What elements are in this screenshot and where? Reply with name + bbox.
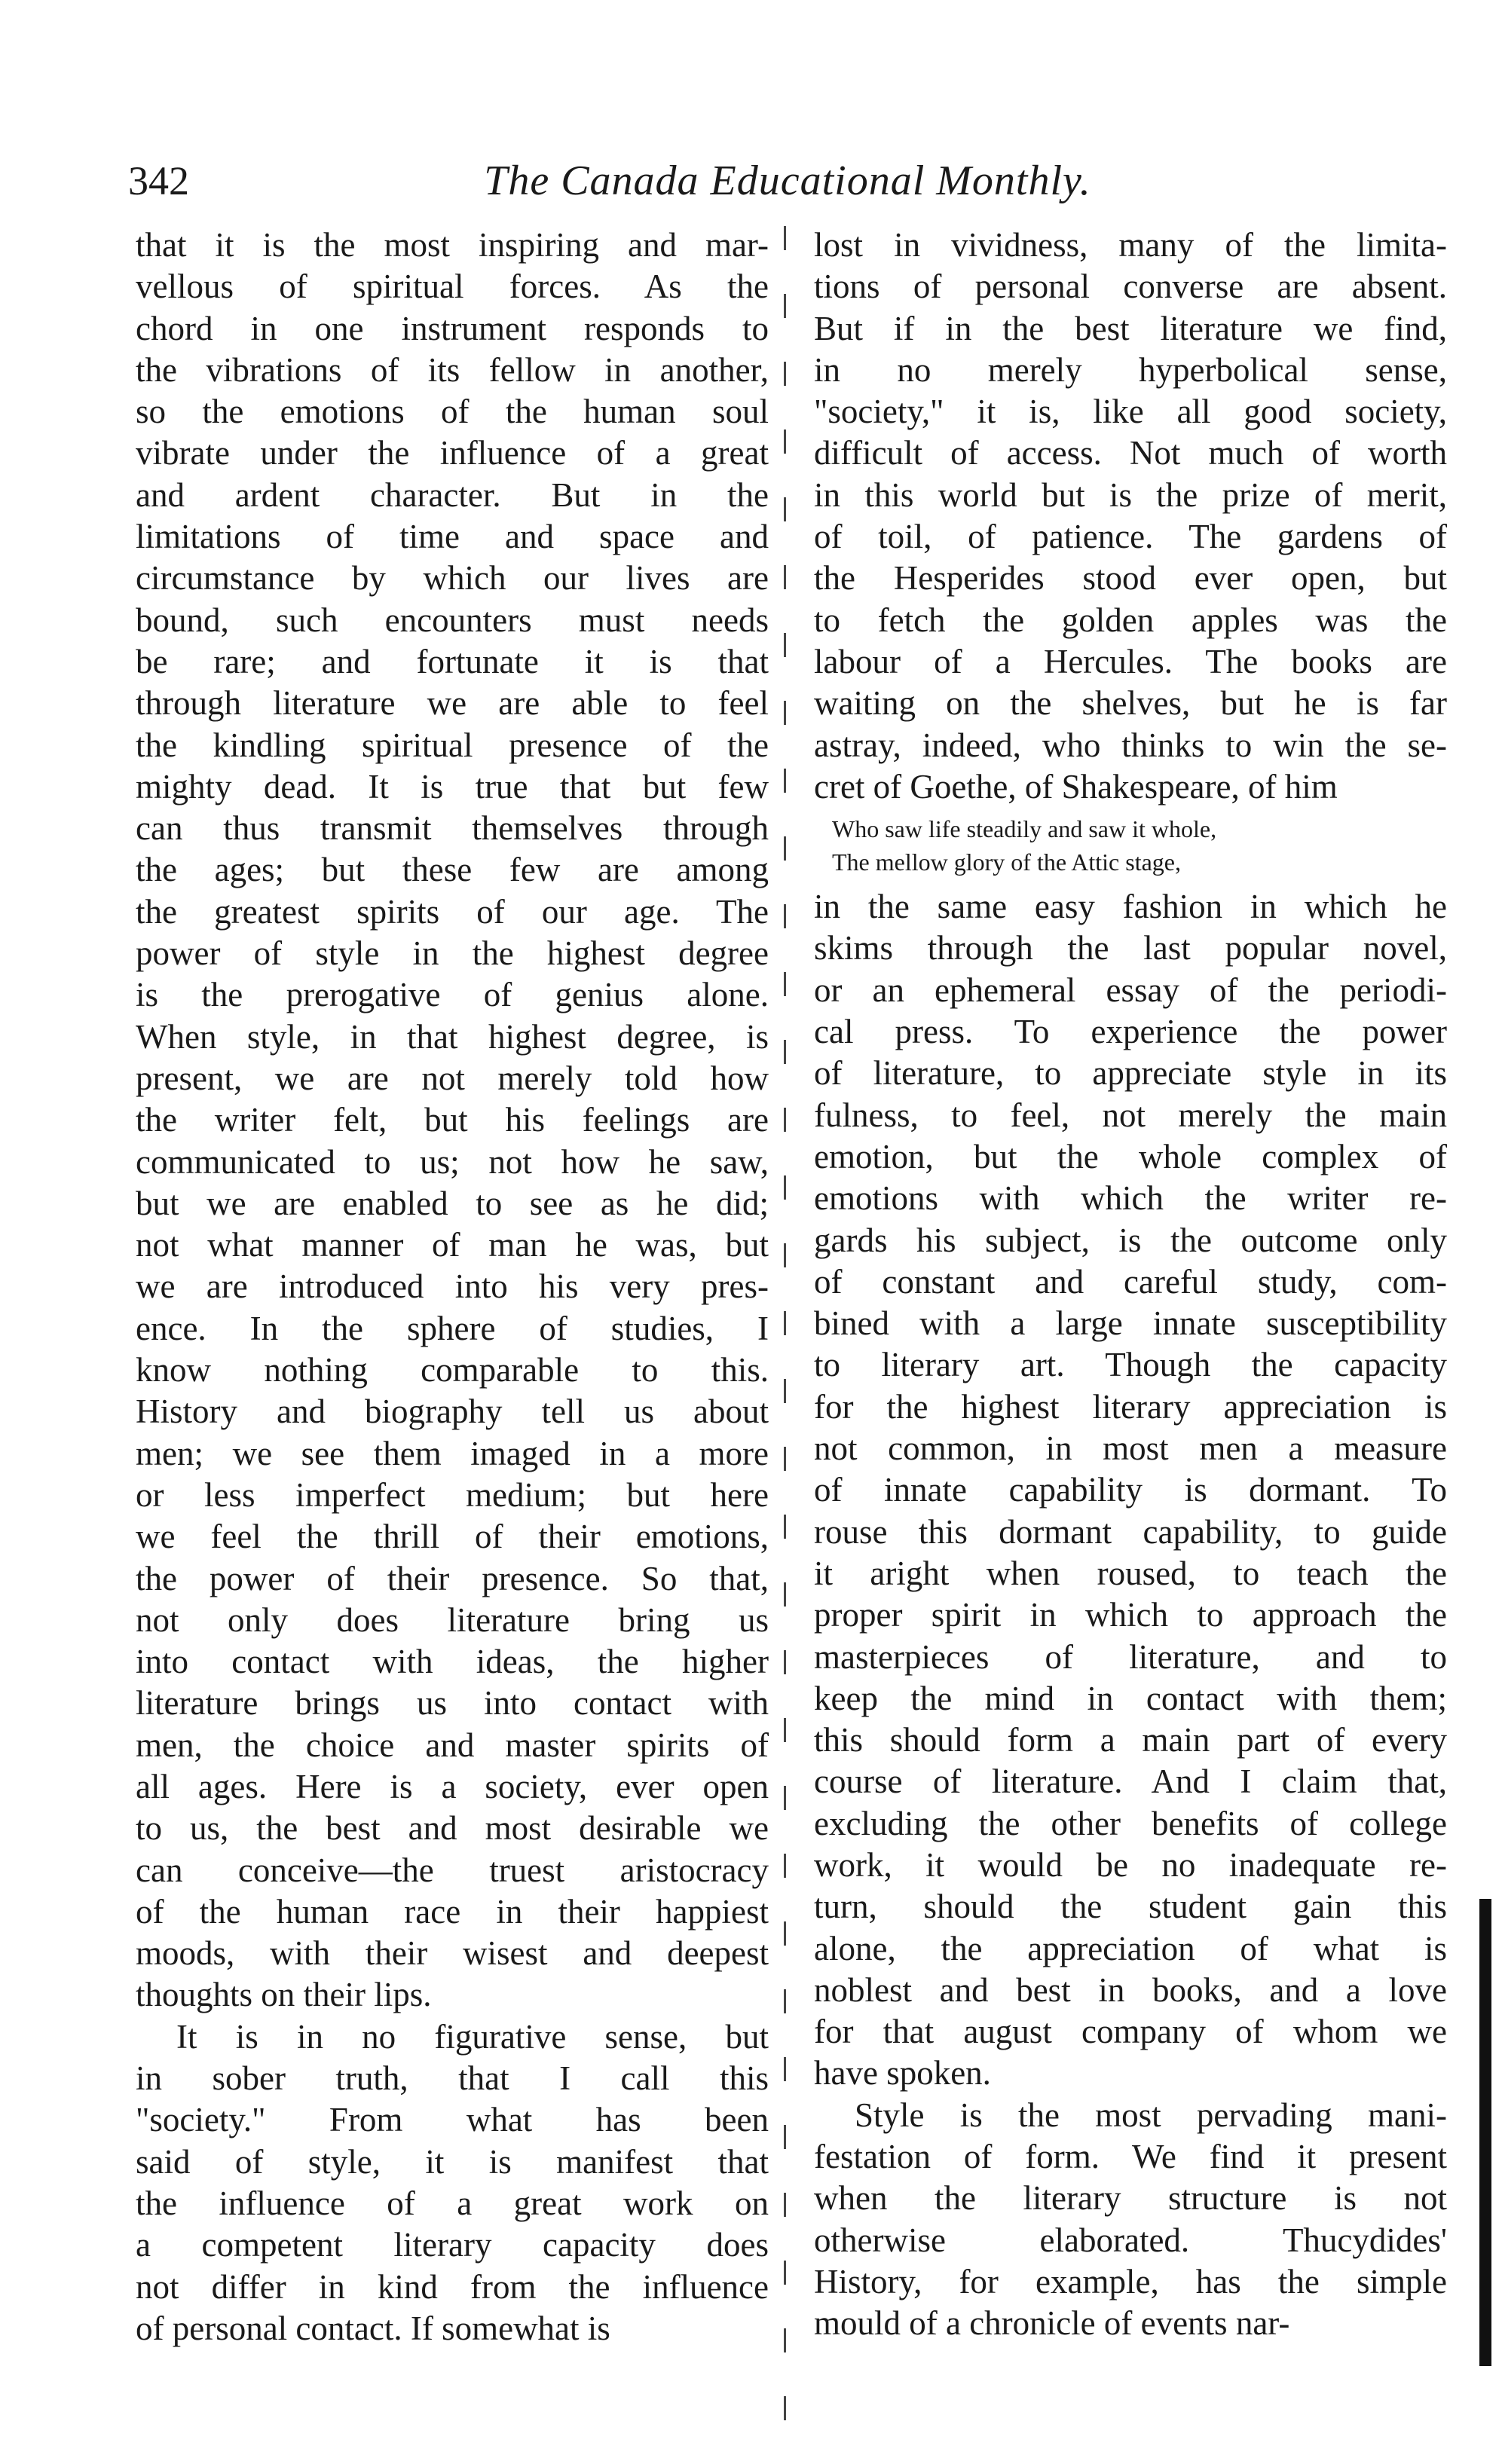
text-line: not what manner of man he was, but [136,1226,769,1264]
text-line: waiting on the shelves, but he is far [814,684,1447,723]
text-line: the kindling spiritual presence of the [136,726,769,764]
text-line: have spoken. [814,2054,991,2093]
text-line: men; we see them imaged in a more [136,1434,769,1472]
text-line: course of literature. And I claim that, [814,1762,1447,1801]
text-line: gards his subject, is the outcome only [814,1221,1447,1259]
text-line: the power of their presence. So that, [136,1559,769,1597]
text-line: circumstance by which our lives are [136,559,769,598]
text-line: It is in no figurative sense, but [176,2017,769,2056]
text-line: is the prerogative of genius alone. [136,976,769,1014]
text-line: in no merely hyperbolical sense, [814,350,1447,389]
text-line: when the literary structure is not [814,2179,1447,2218]
page-number: 342 [128,158,189,203]
paragraph [136,225,769,2016]
text-line: astray, indeed, who thinks to win the se- [814,726,1447,764]
text-line: "society." From what has been [136,2101,769,2139]
text-line: fulness, to feel, not merely the main [814,1096,1447,1134]
text-line: into contact with ideas, the higher [136,1643,769,1681]
paragraph [814,225,1447,808]
text-line: bined with a large innate susceptibility [814,1304,1447,1343]
text-line: the writer felt, but his feelings are [136,1101,769,1139]
paragraph [814,886,1447,2095]
text-line: not differ in kind from the influence [136,2267,769,2306]
text-line: difficult of access. Not much of worth [814,434,1447,472]
text-line: in the same easy fashion in which he [814,888,1447,926]
text-line: But if in the best literature we find, [814,309,1447,347]
text-line: not common, in most men a measure [814,1429,1447,1468]
text-line: moods, with their wisest and deepest [136,1934,769,1973]
text-line: communicated to us; not how he saw, [136,1142,769,1181]
text-line: the vibrations of its fellow in another, [136,350,769,389]
text-line: a competent literary capacity does [136,2226,769,2264]
text-line: know nothing comparable to this. [136,1351,769,1389]
verse-line: The mellow glory of the Attic stage, [832,848,1181,876]
text-line: present, we are not merely told how [136,1059,769,1097]
text-line: of the human race in their happiest [136,1892,769,1931]
text-line: alone, the appreciation of what is [814,1929,1447,1967]
text-line: that it is the most inspiring and mar- [136,226,769,264]
text-line: said of style, it is manifest that [136,2142,769,2181]
text-line: literature brings us into contact with [136,1684,769,1723]
text-line: be rare; and fortunate it is that [136,642,769,680]
text-line: and ardent character. But in the [136,475,769,514]
verse-quotation [814,812,1447,879]
text-line: of literature, to appreciate style in its [814,1054,1447,1093]
text-line: not only does literature bring us [136,1600,769,1639]
text-line: all ages. Here is a society, ever open [136,1767,769,1805]
text-line: so the emotions of the human soul [136,393,769,431]
text-line: it aright when roused, to teach the [814,1554,1447,1592]
text-line: mighty dead. It is true that but few [136,767,769,806]
text-line: labour of a Hercules. The books are [814,642,1447,680]
text-line: this should form a main part of every [814,1721,1447,1759]
paragraph [814,2095,1447,2345]
text-line: skims through the last popular novel, [814,929,1447,968]
text-line: or an ephemeral essay of the periodi- [814,971,1447,1009]
text-line: through literature we are able to feel [136,684,769,723]
text-line: the influence of a great work on [136,2184,769,2222]
text-line: for that august company of whom we [814,2013,1447,2051]
text-line: for the highest literary appreciation is [814,1387,1447,1426]
running-head [128,154,1447,207]
page-edge-mark [1479,1899,1491,2366]
text-line: tions of personal converse are absent. [814,267,1447,306]
text-line: work, it would be no inadequate re- [814,1845,1447,1884]
text-line: cret of Goethe, of Shakespeare, of him [814,767,1338,806]
text-line: History and biography tell us about [136,1392,769,1431]
text-line: festation of form. We find it present [814,2138,1447,2176]
text-line: we are introduced into his very pres- [136,1267,769,1306]
text-line: emotion, but the whole complex of [814,1137,1447,1175]
text-line: cal press. To experience the power [814,1013,1447,1051]
text-line: noblest and best in books, and a love [814,1970,1447,2009]
left-column [136,225,769,2349]
text-line: of innate capability is dormant. To [814,1471,1447,1509]
text-line: bound, such encounters must needs [136,601,769,639]
text-line: men, the choice and master spirits of [136,1726,769,1764]
text-line: but we are enabled to see as he did; [136,1184,769,1222]
text-line: lost in vividness, many of the limita- [814,226,1447,264]
text-line: History, for example, has the simple [814,2262,1447,2300]
text-line: vellous of spiritual forces. As the [136,267,769,306]
text-line: can conceive—the truest aristocracy [136,1851,769,1889]
text-line: the greatest spirits of our age. The [136,892,769,931]
text-line: can thus transmit themselves through [136,809,769,848]
text-line: rouse this dormant capability, to guide [814,1512,1447,1551]
right-column [814,225,1447,2345]
text-line: thoughts on their lips. [136,1976,432,2014]
verse-line: Who saw life steadily and saw it whole, [832,815,1217,843]
text-line: keep the mind in contact with them; [814,1679,1447,1717]
text-line: in sober truth, that I call this [136,2059,769,2098]
text-line: the ages; but these few are among [136,851,769,889]
text-line: of toil, of patience. The gardens of [814,518,1447,556]
text-line: of personal contact. If somewhat is [136,2309,610,2347]
text-line: in this world but is the prize of merit, [814,475,1447,514]
text-line: the Hesperides stood ever open, but [814,559,1447,598]
text-line: chord in one instrument responds to [136,309,769,347]
text-line: or less imperfect medium; but here [136,1475,769,1514]
text-line: turn, should the student gain this [814,1888,1447,1926]
text-line: we feel the thrill of their emotions, [136,1518,769,1556]
text-line: "society," it is, like all good society, [814,393,1447,431]
text-line: mould of a chronicle of events nar- [814,2304,1290,2343]
text-line: excluding the other benefits of college [814,1804,1447,1842]
journal-title: The Canada Educational Monthly. [484,157,1091,204]
text-line: otherwise elaborated. Thucydides' [814,2221,1447,2259]
text-line: When style, in that highest degree, is [136,1017,769,1056]
text-line: Style is the most pervading mani- [855,2096,1447,2134]
text-line: ence. In the sphere of studies, I [136,1309,769,1347]
text-line: masterpieces of literature, and to [814,1637,1447,1676]
text-line: to literary art. Though the capacity [814,1346,1447,1384]
text-line: to us, the best and most desirable we [136,1809,769,1848]
text-line: of constant and careful study, com- [814,1262,1447,1301]
text-line: proper spirit in which to approach the [814,1596,1447,1634]
text-line: limitations of time and space and [136,518,769,556]
paragraph [136,2016,769,2349]
column-divider [784,226,786,2464]
text-line: to fetch the golden apples was the [814,601,1447,639]
text-line: emotions with which the writer re- [814,1179,1447,1218]
text-line: vibrate under the influence of a great [136,434,769,472]
text-line: power of style in the highest degree [136,934,769,973]
